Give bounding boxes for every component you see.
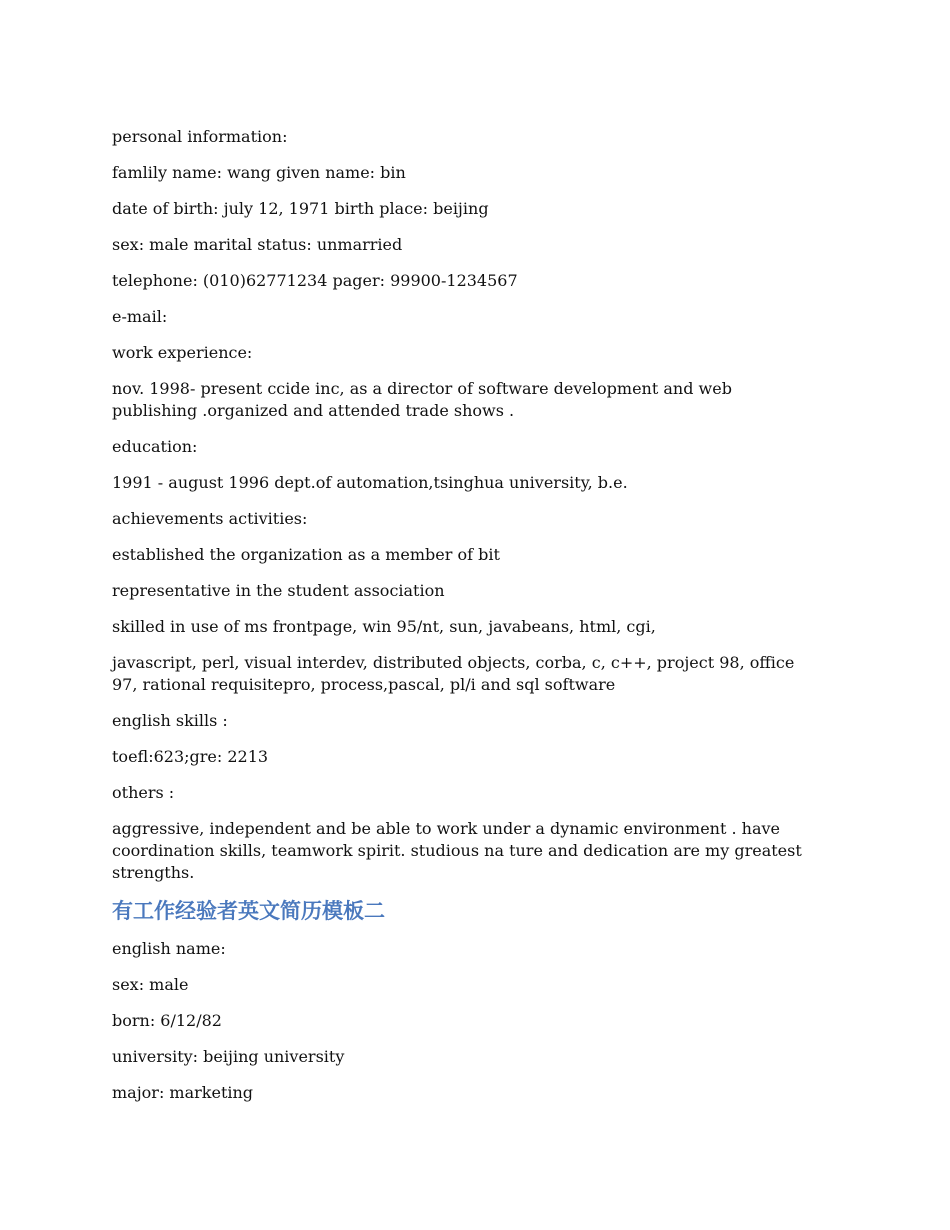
paragraph-university: university: beijing university [112, 1047, 345, 1066]
paragraph-others: aggressive, independent and be able to work under a dynamic environment . have coordination skills, teamwork spirit. studious na ture and dedication are my greatest strengths. [112, 819, 802, 882]
paragraph-birth: date of birth: july 12, 1971 birth place: beijing [112, 199, 489, 218]
paragraph-english-skills-label: english skills : [112, 711, 228, 730]
paragraph-achievements-label: achievements activities: [112, 509, 308, 528]
paragraph-education-label: education: [112, 437, 198, 456]
paragraph-test-scores: toefl:623;gre: 2213 [112, 747, 269, 766]
paragraph-english-name: english name: [112, 939, 226, 958]
paragraph-education: 1991 - august 1996 dept.of automation,tsinghua university, b.e. [112, 473, 628, 492]
paragraph-skills-2: javascript, perl, visual interdev, distributed objects, corba, c, c++, project 98, office 97, rational requisitepro, process,pascal, pl/i and sql software [112, 653, 795, 694]
paragraph-email: e-mail: [112, 307, 168, 326]
paragraph-born: born: 6/12/82 [112, 1011, 222, 1030]
paragraph-personal-information: personal information: [112, 127, 288, 146]
paragraph-achievement-1: established the organization as a member of bit [112, 545, 500, 564]
paragraph-major: major: marketing [112, 1083, 254, 1102]
paragraph-others-label: others : [112, 783, 175, 802]
paragraph-sex: sex: male [112, 975, 189, 994]
document-page [112, 126, 802, 1118]
paragraph-achievement-2: representative in the student association [112, 581, 445, 600]
paragraph-work-experience-label: work experience: [112, 343, 253, 362]
section-heading-template-two: 有工作经验者英文简历模板二 [112, 899, 385, 923]
paragraph-work-experience: nov. 1998- present ccide inc, as a director of software development and web publishing .organized and attended trade shows . [112, 379, 732, 420]
paragraph-name: famlily name: wang given name: bin [112, 163, 406, 182]
paragraph-telephone: telephone: (010)62771234 pager: 99900-1234567 [112, 271, 518, 290]
paragraph-skills-1: skilled in use of ms frontpage, win 95/nt, sun, javabeans, html, cgi, [112, 617, 656, 636]
paragraph-sex-marital: sex: male marital status: unmarried [112, 235, 403, 254]
